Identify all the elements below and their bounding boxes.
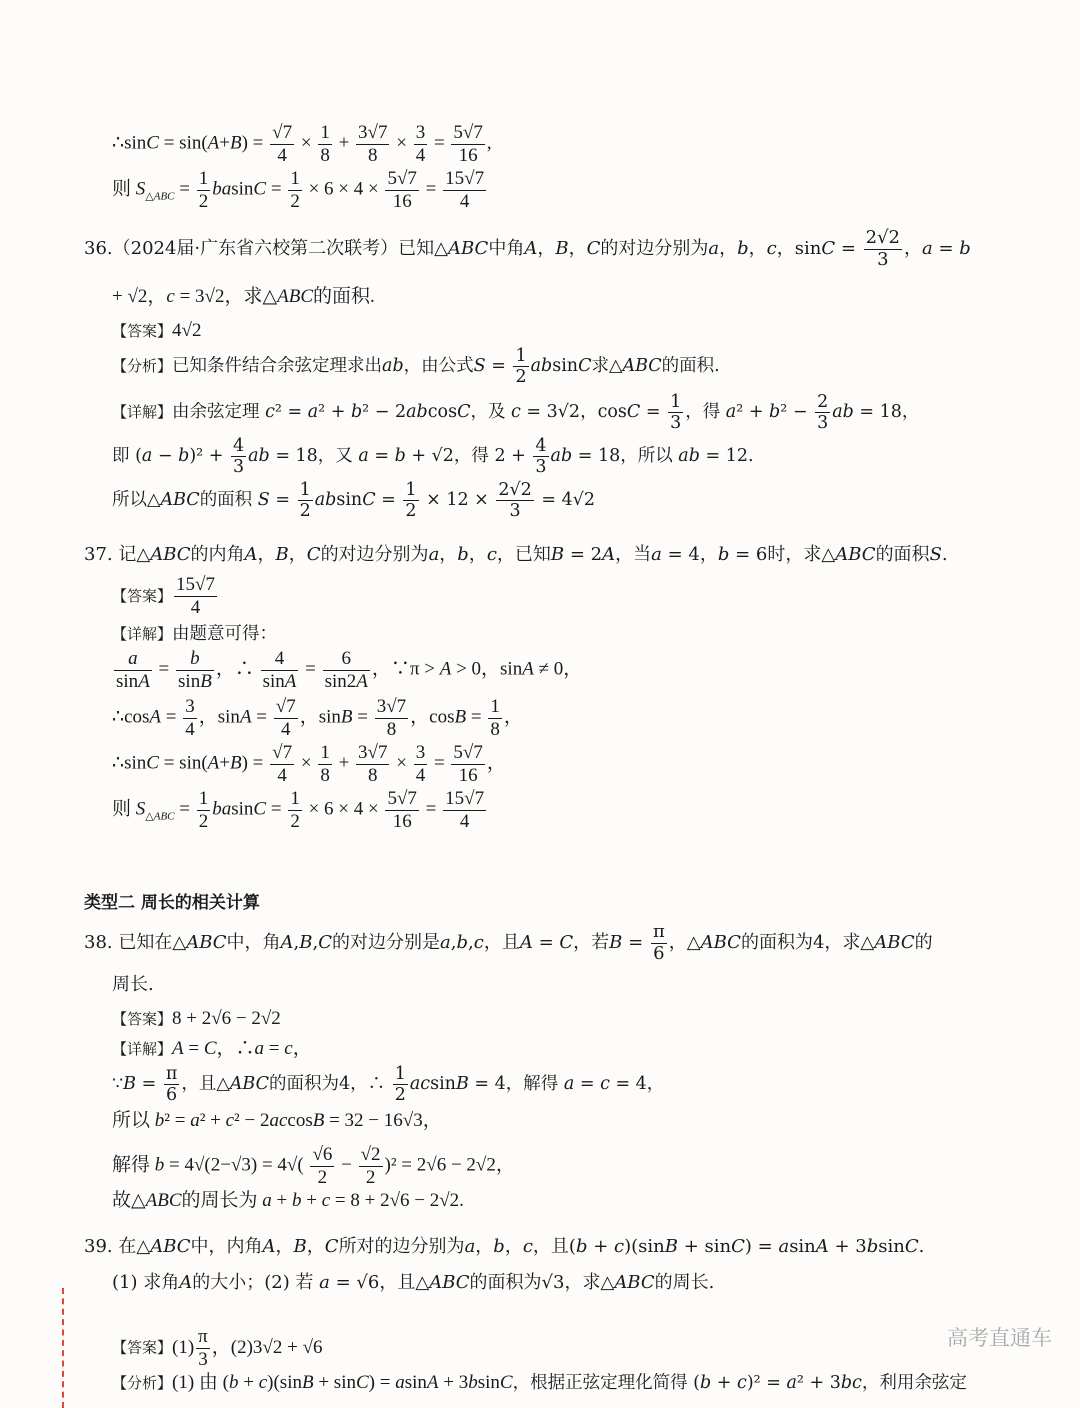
solution-38-3: 所以 b² = a² + c² − 2accosB = 32 − 16√3， (112, 1110, 442, 1131)
watermark: 高考直通车 (947, 1326, 1052, 1350)
problem-39-parts: (1) 求角A的大小；(2) 若 a = √6，且△ABC的面积为√3，求△ABC的周长. (112, 1272, 715, 1293)
text-line: 则 $S_{\triangle ABC}$ = $\frac{1}{2}$ basinC = $\frac{1}{2}$ × 6 × 4 × $\frac{5√7}{16}$ = $\frac{15√7}{4}$ (112, 168, 485, 212)
answer-38: 【答案】8 + 2√6 − 2√2 (112, 1008, 281, 1029)
problem-37-stem: 37. 记△ABC的内角A，B，C的对边分别为a，b，c，已知B = 2A，当a = 4，b = 6时，求△ABC的面积S. (84, 544, 948, 565)
solution-38-2: ∵B = $\frac{\pi}{6}$ ，且△ABC的面积为4，∴ $\frac{1}{2}$ acsinB = 4，解得 a = c = 4， (112, 1064, 665, 1106)
answer-39: 【答案】(1) $\frac{\pi}{3}$ ，(2)3√2 + √6 (112, 1326, 323, 1370)
section-heading: 类型二 周长的相关计算 (84, 893, 260, 913)
problem-39-stem: 39. 在△ABC中，内角A，B，C所对的边分别为a，b，c，且(b + c)(sinB + sinC) = asinA + 3bsinC. (84, 1236, 925, 1257)
analysis-39: 【分析】(1) 由 (b + c)(sinB + sinC) = asinA + 3bsinC，根据正弦定理化简得 (b + c)² = a² + 3bc，利用余弦定 (112, 1372, 967, 1393)
problem-38-stem-cont: 周长. (112, 974, 154, 995)
solution-36-1: 【详解】由余弦定理 c² = a² + b² − 2abcosC，及 c = 3√2，cosC = $\frac{1}{3}$ ，得 a² + b² − $\frac{2}{3}$ ab = 18， (112, 392, 920, 434)
solution-37-1: $\frac{a}{\sin A}$ = $\frac{b}{\sin B}$ ，∴ $\frac{4}{\sin A}$ = $\frac{6}{\sin 2A}$ ，∵π > A > 0，sinA ≠ 0， (116, 648, 583, 692)
solution-37-3: ∴sinC = sin(A+B) = $\frac{√7}{4}$ × $\frac{1}{8}$ + $\frac{3√7}{8}$ × $\frac{3}{4}$ = $\frac{5√7}{16}$ ， (112, 742, 506, 786)
cut-line-divider (62, 1288, 64, 1408)
solution-36-3: 所以△ABC的面积 S = $\frac{1}{2}$ absinC = $\frac{1}{2}$ × 12 × $\frac{2√2}{3}$ = 4√2 (112, 480, 596, 522)
solution-38-4: 解得 b = 4√(2−√3) = 4√( $\frac{√6}{2}$ − $\frac{√2}{2}$ )² = 2√6 − 2√2， (112, 1144, 515, 1188)
answer-37: 【答案】 $\frac{15√7}{4}$ (112, 574, 215, 618)
analysis-36: 【分析】已知条件结合余弦定理求出ab，由公式S = $\frac{1}{2}$ absinC求△ABC的面积. (112, 346, 720, 388)
solution-37-2: ∴cosA = $\frac{3}{4}$ ，sinA = $\frac{√7}{4}$ ，sinB = $\frac{3√7}{8}$ ，cosB = $\frac{1}{8}$ ， (112, 696, 523, 740)
answer-36: 【答案】4√2 (112, 320, 202, 341)
solution-37-head: 【详解】由题意可得： (112, 624, 278, 644)
solution-38-5: 故△ABC的周长为 a + b + c = 8 + 2√6 − 2√2. (112, 1190, 464, 1211)
problem-38-stem: 38. 已知在△ABC中，角A,B,C的对边分别是a,b,c，且A = C，若B = $\frac{\pi}{6}$ ，△ABC的面积为4，求△ABC的 (84, 921, 933, 964)
problem-36-stem-cont: + √2，c = 3√2，求△ABC的面积. (112, 286, 375, 307)
solution-37-4: 则 $S_{\triangle ABC}$ = $\frac{1}{2}$ basinC = $\frac{1}{2}$ × 6 × 4 × $\frac{5√7}{16}$ = $\frac{15√7}{4}$ (112, 788, 485, 832)
solution-36-2: 即 (a − b)² + $\frac{4}{3}$ ab = 18，又 a = b + √2，得 2 + $\frac{4}{3}$ ab = 18，所以 ab = 12. (112, 436, 754, 478)
solution-38-1: 【详解】A = C，∴a = c， (112, 1038, 312, 1059)
text-line: ∴sinC = sin(A+B) = $\frac{√7}{4}$ × $\frac{1}{8}$ + $\frac{3√7}{8}$ × $\frac{3}{4}$ = $\frac{5√7}{16}$ , (112, 122, 492, 166)
problem-36-stem: 36.（2024届·广东省六校第二次联考）已知△ABC中角A，B，C的对边分别为a，b，c，sinC = $\frac{2√2}{3}$ ，a = b (84, 227, 971, 270)
